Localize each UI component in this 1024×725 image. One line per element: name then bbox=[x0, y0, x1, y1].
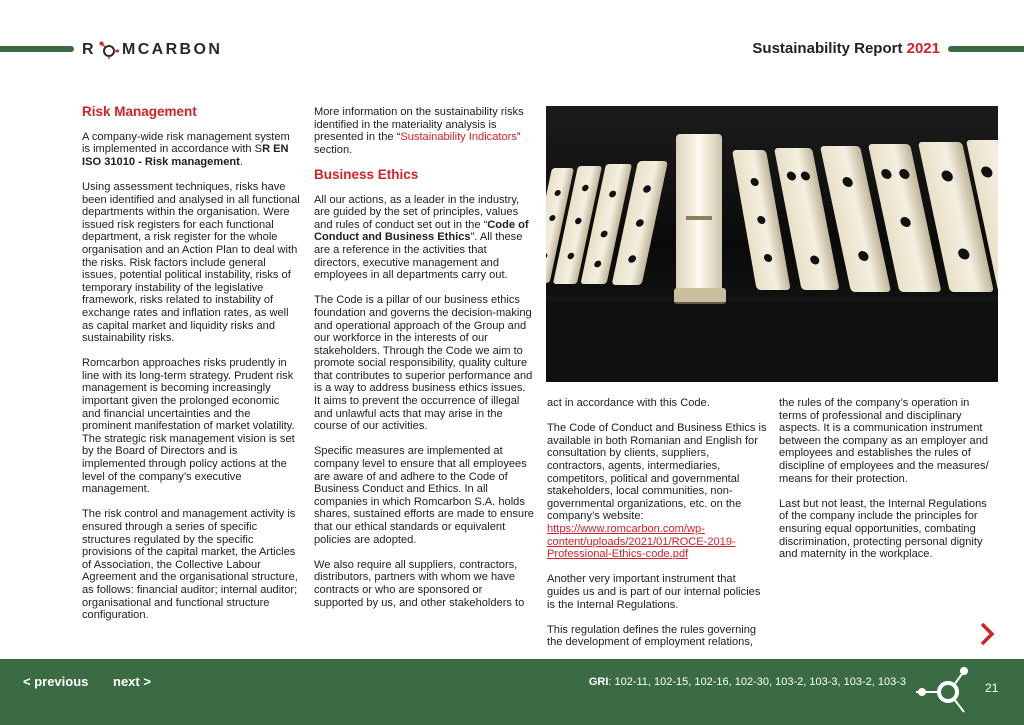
gri-references bbox=[589, 676, 906, 688]
text: The Code of Conduct and Business Ethics is available in both Romanian and English for consultation by clients, suppliers, contractors, agents, intermediaries, competitors, political and governmental stakeholders, local communities, non-governmental organizations, etc. on the company’s website: bbox=[547, 422, 767, 523]
network-node-icon bbox=[916, 664, 978, 720]
standing-domino bbox=[674, 134, 726, 304]
text: All our actions, as a leader in the industry, are guided by the set of principles, values and rules of conduct set out in the “ bbox=[314, 193, 520, 231]
header-bar-left bbox=[0, 46, 74, 52]
heading-risk-management: Risk Management bbox=[82, 104, 197, 119]
text: ”. All these are a reference in the activities that directors, executive management and employees in all departments carry out. bbox=[314, 231, 523, 282]
romcarbon-logo-icon bbox=[99, 40, 119, 60]
paragraph: Specific measures are implemented at company level to ensure that all employees are aware of and adhere to the Code of Business Conduct and Ethics. In all companies in which Romcarbon S.A. holds shares, sustained efforts are made to ensure that our ethical standards or equivalent policies are adopted. bbox=[314, 445, 534, 546]
paragraph: Last but not least, the Internal Regulations of the company include the principles for ensuring equal opportunities, combating discrimination, protecting personal dignity and maternity in the workplace. bbox=[779, 497, 987, 561]
paragraph: We also require all suppliers, contractors, distributors, partners with whom we have contracts or who are sponsored or supported by us, and other stakeholders to bbox=[314, 558, 525, 609]
chevron-right-icon[interactable] bbox=[979, 622, 995, 646]
report-title bbox=[752, 40, 940, 57]
paragraph: Another very important instrument that guides us and is part of our internal policies is the Internal Regulations. bbox=[547, 573, 761, 611]
code-name: Code of Conduct and Business Ethics bbox=[314, 218, 529, 244]
paragraph: This regulation defines the rules governing the development of employment relations, bbox=[547, 623, 757, 649]
page-number: 21 bbox=[985, 681, 999, 695]
report-title-text: Sustainability Report bbox=[752, 40, 903, 57]
paragraph bbox=[547, 422, 767, 561]
paragraph: Using assessment techniques, risks have been identified and analysed in all functional departments within the organisation. Were issued risk registers for each functional department, a risk register for the whole organisation and an Action Plan to deal with the risks. Risk factors include general issues, potential political instability, risks of temporary instability of the legislative framework, risks related to instability of exchange rates and inflation rates, as well as capital market and liquidity risks and sustainability risks. bbox=[82, 180, 300, 345]
footer-bar bbox=[0, 659, 1024, 725]
paragraph: act in accordance with this Code. bbox=[547, 397, 710, 409]
sustainability-indicators-link[interactable]: Sustainability Indicators bbox=[400, 131, 517, 144]
text: A company-wide risk management system is implemented in accordance with S bbox=[82, 130, 290, 156]
report-year: 2021 bbox=[906, 40, 940, 57]
paragraph bbox=[314, 106, 534, 156]
column-internal-regulations bbox=[779, 397, 999, 573]
column-risk-management bbox=[82, 106, 300, 634]
code-document-link[interactable]: https://www.romcarbon.com/wp-content/uploads/2021/01/ROCE-2019-Professional-Ethics-code.pdf bbox=[547, 522, 736, 561]
text: . bbox=[239, 155, 243, 168]
header-bar-right bbox=[948, 46, 1024, 52]
dominoes-photo bbox=[546, 106, 998, 382]
gri-codes: : 102-11, 102-15, 102-16, 102-30, 103-2, 103-3, 103-2, 103-3 bbox=[608, 676, 906, 688]
paragraph: the rules of the company’s operation in terms of professional and disciplinary aspects. It is a communication instrument between the company as an employer and employees and establishes the rules of discipline of employees and the measures/ means for their protection. bbox=[779, 397, 989, 485]
company-logo bbox=[82, 38, 222, 62]
dominoes-illustration bbox=[546, 106, 998, 382]
column-business-ethics bbox=[314, 106, 534, 622]
paragraph bbox=[82, 131, 300, 169]
paragraph bbox=[314, 194, 534, 282]
logo-wordmark: MCARBON bbox=[121, 41, 223, 58]
next-page-link[interactable]: next > bbox=[113, 674, 151, 689]
paragraph: Romcarbon approaches risks prudently in line with its long-term strategy. Prudent risk management is becoming increasingly important given the prolonged economic and financial uncertainties and the prominent manifestation of market volatility. The strategic risk management vision is set by the Board of Directors and is implemented through policy actions at the level of the company’s executive management. bbox=[82, 357, 295, 496]
paragraph: The Code is a pillar of our business ethics foundation and governs the decision-making and operational approach of the Group and our workforce in the interests of our stakeholders. Through the Code we aim to promote social responsibility, quality culture that contributes to superior performance and is a way to address business ethics issues. It aims to prevent the occurrence of illegal and unlawful acts that may arise in the course of our activities. bbox=[314, 294, 533, 433]
text: More information on the sustainability risks identified in the materiality analysis is presented in the “ bbox=[314, 106, 524, 144]
text: ” section. bbox=[314, 131, 521, 156]
column-code-availability bbox=[547, 397, 767, 661]
heading-business-ethics: Business Ethics bbox=[314, 166, 419, 182]
paragraph: The risk control and management activity is ensured through a series of specific structures regulated by the specific provisions of the capital market, the Articles of Association, the Collective Labour Agreement and the organisational structure, as follows: financial auditor; internal auditor; organisational and functional structure configuration. bbox=[82, 508, 298, 622]
logo-letter-r: R bbox=[82, 41, 96, 58]
gri-label: GRI bbox=[588, 676, 609, 688]
previous-page-link[interactable]: < previous bbox=[23, 674, 89, 689]
standard-name: R EN ISO 31010 - Risk management bbox=[82, 143, 289, 168]
